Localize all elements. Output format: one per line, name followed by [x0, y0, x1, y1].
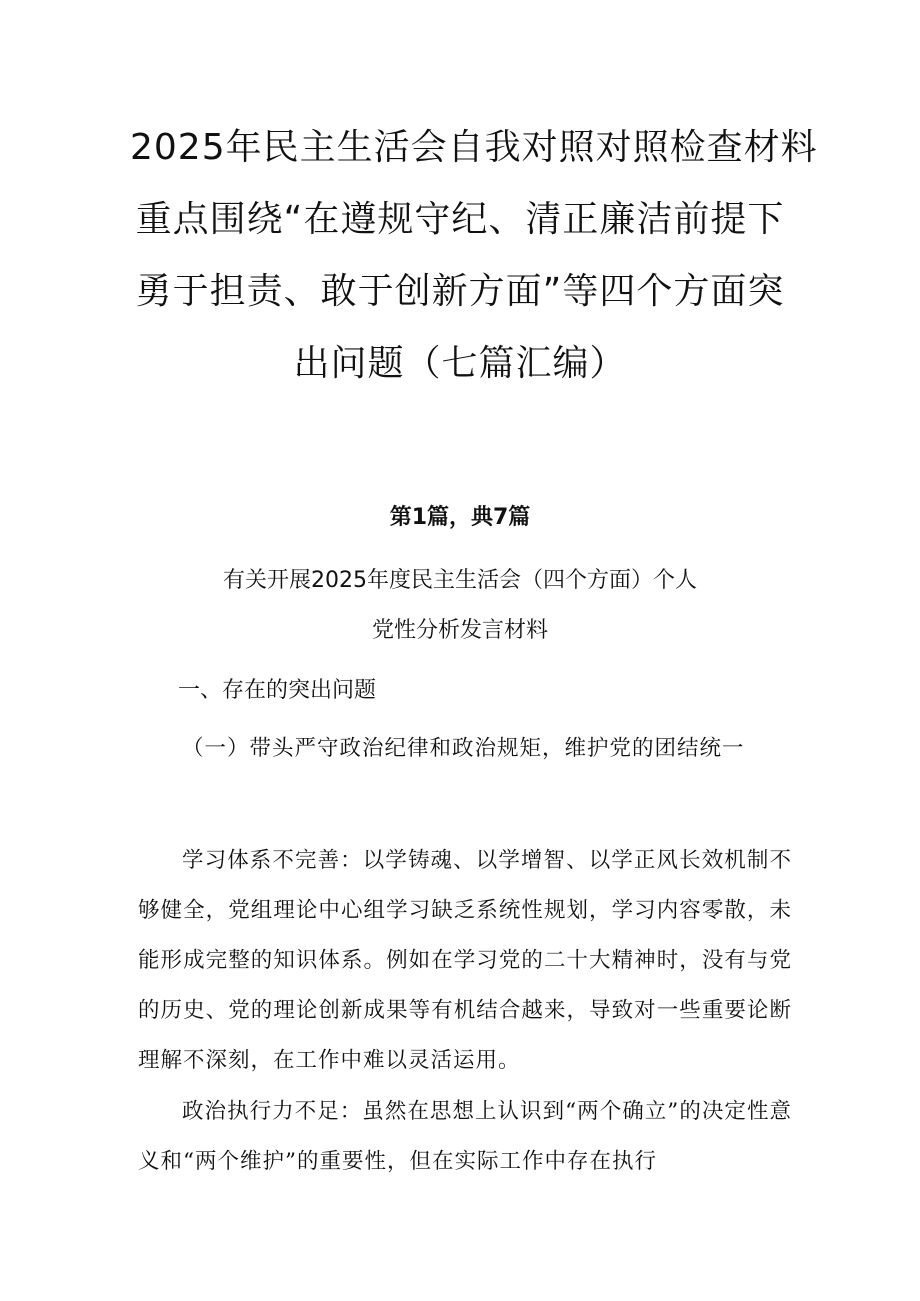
title-line: 勇于担责、敢于创新方面”等四个方面突	[135, 271, 785, 312]
title-line: 出问题（七篇汇编）	[293, 343, 627, 384]
document-title	[130, 112, 818, 400]
part-label: 第1篇，典7篇	[389, 505, 531, 530]
article-title	[0, 556, 920, 656]
subsection-heading: （一）带头严守政治纪律和政治规矩，维护党的团结统一	[182, 736, 745, 761]
article-title-line: 党性分析发言材料	[371, 618, 548, 643]
section-heading: 一、存在的突出问题	[178, 678, 377, 703]
title-line: 2025年民主生活会自我对照对照检查材料	[130, 127, 818, 168]
body-paragraph: 学习体系不完善：以学铸魂、以学增智、以学正风长效机制不够健全，党组理论中心组学习缺乏系统性规划，学习内容零散，未能形成完整的知识体系。例如在学习党的二十大精神时，没有与党的历史、党的理论创新成果等有机结合越来，导致对一些重要论断理解不深刻，在工作中难以灵活运用。	[138, 848, 792, 1073]
article-title-line: 有关开展2025年度民主生活会（四个方面）个人	[223, 568, 697, 593]
title-line: 重点围绕“在遵规守纪、清正廉洁前提下	[135, 199, 785, 240]
body-paragraph: 政治执行力不足：虽然在思想上认识到“两个确立”的决定性意义和“两个维护”的重要性，但在实际工作中存在执行	[138, 1099, 792, 1174]
